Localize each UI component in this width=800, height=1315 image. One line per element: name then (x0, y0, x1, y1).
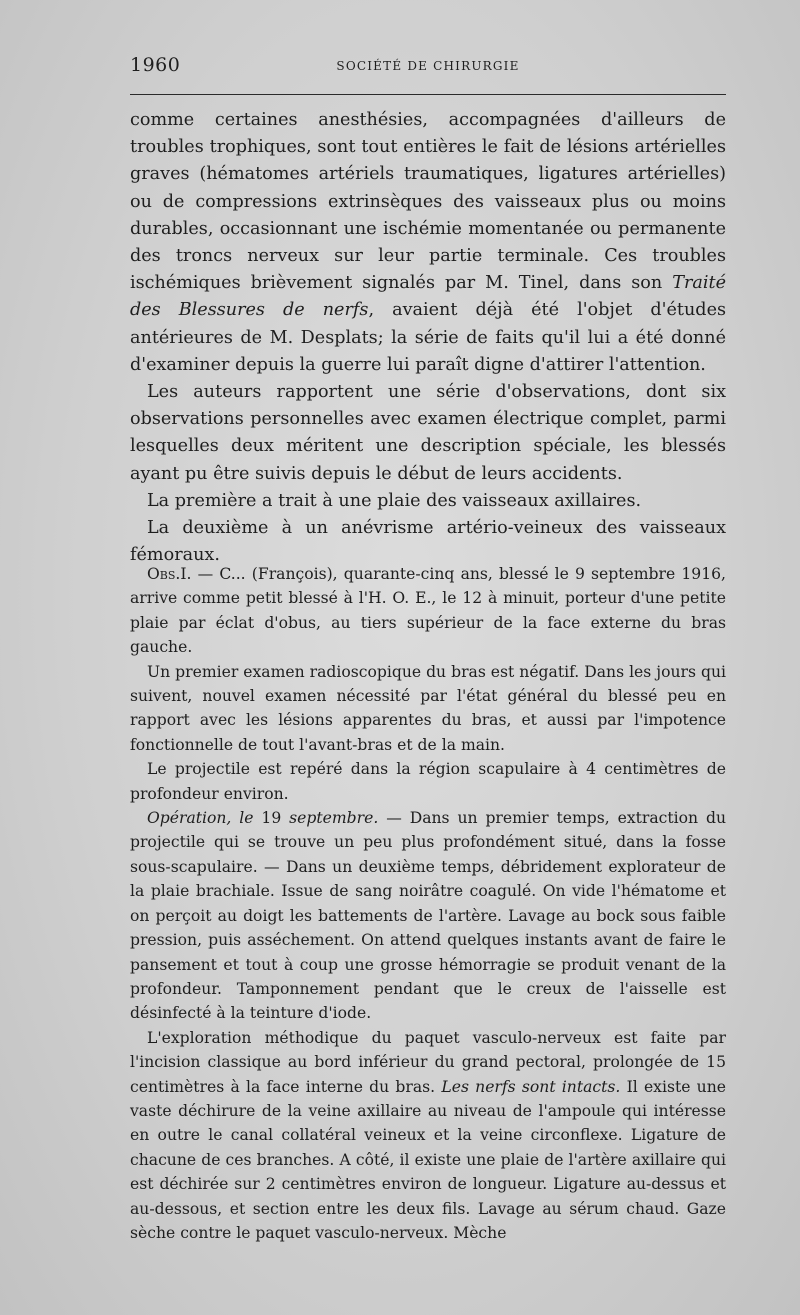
observation-paragraph: Obs.I. — C... (François), quarante-cinq ans, blessé le 9 septembre 1916, arrive comme petit blessé à l'H. O. E., le 12 à minuit, porteur d'une petite plaie par éclat d'obus, au tiers supérieur de la face externe du bras gauche. (130, 565, 726, 657)
observation-paragraph: Opération, le 19 septembre. — Dans un premier temps, extraction du projectile qui se trouve un peu plus profondément situé, dans la fosse sous-scapulaire. — Dans un deuxième temps, débridement explorateur de la plaie brachiale. Issue de sang noirâtre coagulé. On vide l'hématome et on perçoit au doigt les battements de l'artère. Lavage au bock sous faible pression, puis asséchement. On attend quelques instants avant de faire le pansement et tout à coup une grosse hémorragie se produit venant de la profondeur. Tamponnement pendant que le creux de l'aisselle est désinfecté à la teinture d'iode. (130, 809, 726, 1023)
book-title: Traité des Blessures de nerfs (130, 273, 726, 321)
paragraph: La première a trait à une plaie des vaisseaux axillaires. (147, 490, 642, 511)
paragraph: Les auteurs rapportent une série d'observations, dont six observations personnelles avec examen électrique complet, parmi lesquelles deux méritent une description spéciale, les blessés ayant pu être suivis depuis le début de leurs accidents. (130, 382, 726, 484)
header-rule (130, 94, 726, 95)
paragraph: comme certaines anesthésies, accompagnées d'ailleurs de troubles trophiques, sont tout entières le fait de lésions artérielles graves (hématomes artériels traumatiques, ligatures artérielles) ou de compressions extrinsèques des vaisseaux plus ou moins durables, occasionnant une ischémie momentanée ou permanente des troncs nerveux sur leur partie terminale. Ces troubles ischémiques brièvement signalés par M. Tinel, dans son Traité des Blessures de nerfs, avaient déjà été l'objet d'études antérieures de M. Desplats; la série de faits qu'il lui a été donné d'examiner depuis la guerre lui paraît digne d'attirer l'attention. (130, 110, 727, 375)
observation-paragraph: L'exploration méthodique du paquet vasculo-nerveux est faite par l'incision classique au bord inférieur du grand pectoral, prolongée de 15 centimètres à la face interne du bras. Les nerfs sont intacts. Il existe une vaste déchirure de la veine axillaire au niveau de l'ampoule qui intéresse en outre le canal collatéral veineux et la veine circonflexe. Ligature de chacune de ces branches. A côté, il existe une plaie de l'artère axillaire qui est déchirée sur 2 centimètres environ de longueur. Ligature au-dessus et au-dessous, et section entre les deux fils. Lavage au sérum chaud. Gaze sèche contre le paquet vasculo-nerveux. Mèche (130, 1028, 726, 1242)
running-title: SOCIÉTÉ DE CHIRURGIE (336, 59, 520, 73)
page-number: 1960 (130, 54, 181, 76)
observation-label: Obs. (147, 565, 181, 583)
observation-paragraph: Le projectile est repéré dans la région scapulaire à 4 centimètres de profondeur environ. (130, 760, 726, 803)
observation-paragraph: Un premier examen radioscopique du bras est négatif. Dans les jours qui suivent, nouvel examen nécessité par l'état général du blessé peu en rapport avec les lésions apparentes du bras, et aussi par l'impotence fonctionnelle de tout l'avant-bras et de la main. (130, 662, 726, 754)
main-body (130, 107, 726, 569)
paragraph: La deuxième à un anévrisme artério-veineux des vaisseaux fémoraux. (130, 518, 726, 566)
page-header (130, 54, 726, 78)
observation-section (130, 562, 726, 1245)
